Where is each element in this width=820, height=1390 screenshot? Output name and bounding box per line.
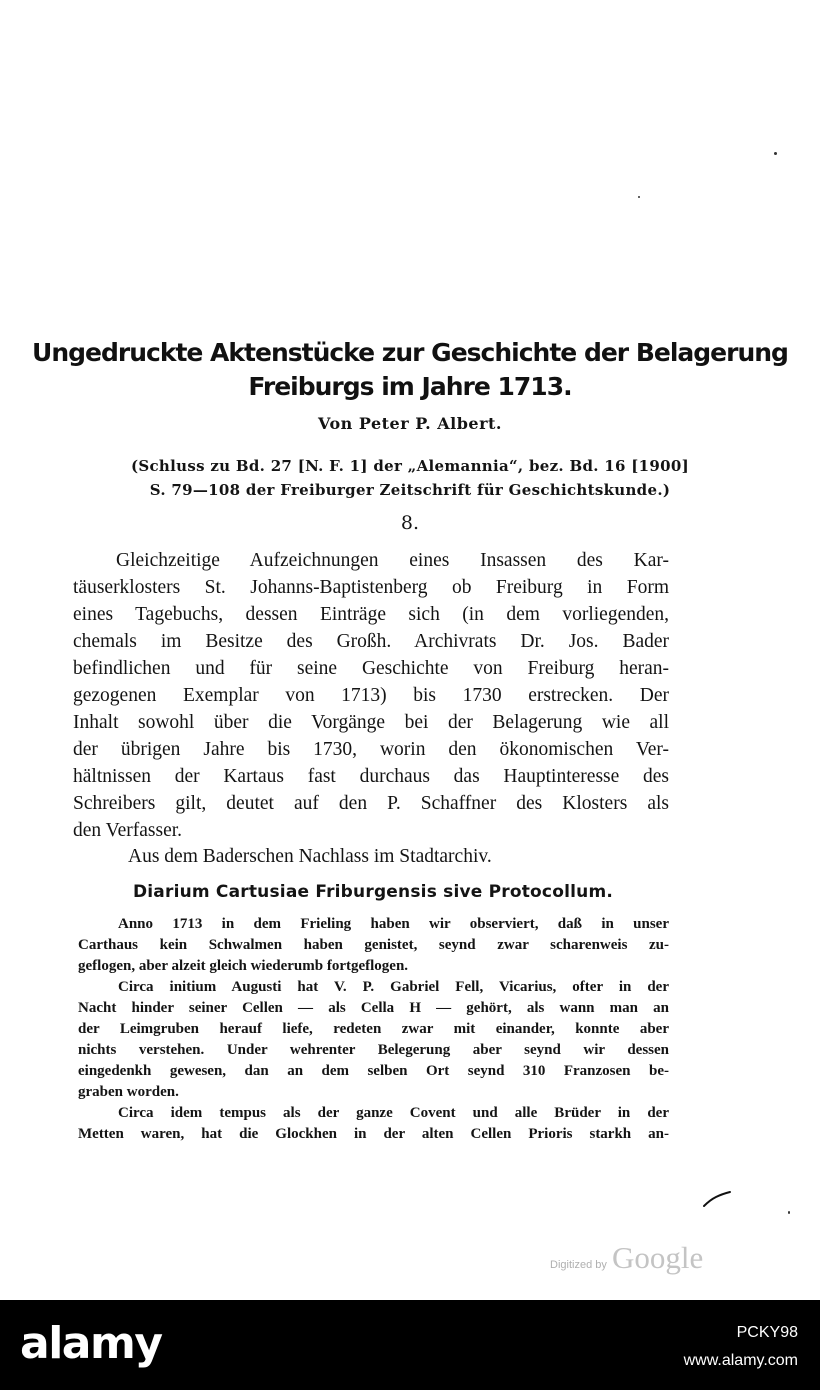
intro-line: täuserklosters St. Johanns-Baptistenberg ob Freiburg in Form <box>73 577 669 598</box>
intro-line: eines Tagebuchs, dessen Einträge sich (in dem vorliegenden, <box>73 604 669 625</box>
section-number: 8. <box>400 512 420 534</box>
dust-speck <box>638 196 640 198</box>
diary-line: nichts verstehen. Under wehrenter Belegerung aber seynd wir dessen <box>78 1042 669 1058</box>
alamy-logo: alamy <box>20 1318 162 1369</box>
digitized-by-google-mark <box>550 1240 703 1276</box>
diary-line: Anno 1713 in dem Frieling haben wir observiert, daß in unser <box>118 916 669 932</box>
diary-line: graben worden. <box>78 1084 179 1100</box>
continuation-note-line-1: (Schluss zu Bd. 27 [N. F. 1] der „Alemannia“, bez. Bd. 16 [1900] <box>130 457 690 475</box>
intro-line: gezogenen Exemplar von 1713) bis 1730 erstrecken. Der <box>73 685 669 706</box>
ink-mark <box>702 1190 732 1208</box>
dust-speck <box>788 1211 790 1214</box>
intro-line: den Verfasser. <box>73 820 183 841</box>
diary-line: Metten waren, hat die Glockhen in der alten Cellen Prioris starkh an- <box>78 1126 669 1142</box>
intro-line: Inhalt sowohl über die Vorgänge bei der Belagerung wie all <box>73 712 669 733</box>
article-title-line-1: Ungedruckte Aktenstücke zur Geschichte der Belagerung <box>32 338 788 367</box>
article-title-line-2: Freiburgs im Jahre 1713. <box>248 372 572 401</box>
google-logo: Google <box>611 1240 704 1275</box>
diary-line: geflogen, aber alzeit gleich wiederumb fortgeflogen. <box>78 958 409 974</box>
diary-line: Circa idem tempus als der ganze Covent und alle Brüder in der <box>118 1105 669 1121</box>
dust-speck <box>774 152 777 155</box>
intro-line: Schreibers gilt, deutet auf den P. Schaffner des Klosters als <box>73 793 669 814</box>
intro-line: hältnissen der Kartaus fast durchaus das Hauptinteresse des <box>73 766 669 787</box>
intro-line: chemals im Besitze des Großh. Archivrats Dr. Jos. Bader <box>73 631 669 652</box>
intro-line: der übrigen Jahre bis 1730, worin den ökonomischen Ver- <box>73 739 669 760</box>
author-line: Von Peter P. Albert. <box>318 414 502 433</box>
diary-line: Nacht hinder seiner Cellen — als Cella H — gehört, als wann man an <box>78 1000 669 1016</box>
intro-line: befindlichen und für seine Geschichte von Freiburg heran- <box>73 658 669 679</box>
alamy-watermark-bar <box>0 1300 820 1390</box>
continuation-note-line-2: S. 79—108 der Freiburger Zeitschrift für Geschichtskunde.) <box>149 481 671 499</box>
diary-line: der Leimgruben herauf liefe, redeten zwar mit einander, konnte aber <box>78 1021 669 1037</box>
image-id: PCKY98 <box>736 1324 798 1341</box>
alamy-url: www.alamy.com <box>683 1352 798 1369</box>
diarium-heading: Diarium Cartusiae Friburgensis sive Protocollum. <box>132 882 614 902</box>
intro-line: Gleichzeitige Aufzeichnungen eines Insassen des Kar- <box>116 550 669 571</box>
source-note: Aus dem Baderschen Nachlass im Stadtarchiv. <box>128 846 492 867</box>
diary-line: Circa initium Augusti hat V. P. Gabriel Fell, Vicarius, ofter in der <box>118 979 669 995</box>
diary-line: Carthaus kein Schwalmen haben genistet, seynd zwar scharenweis zu- <box>78 937 669 953</box>
digitized-by-text: Digitized by <box>550 1259 607 1271</box>
diary-line: eingedenkh gewesen, dan an dem selben Ort seynd 310 Franzosen be- <box>78 1063 669 1079</box>
